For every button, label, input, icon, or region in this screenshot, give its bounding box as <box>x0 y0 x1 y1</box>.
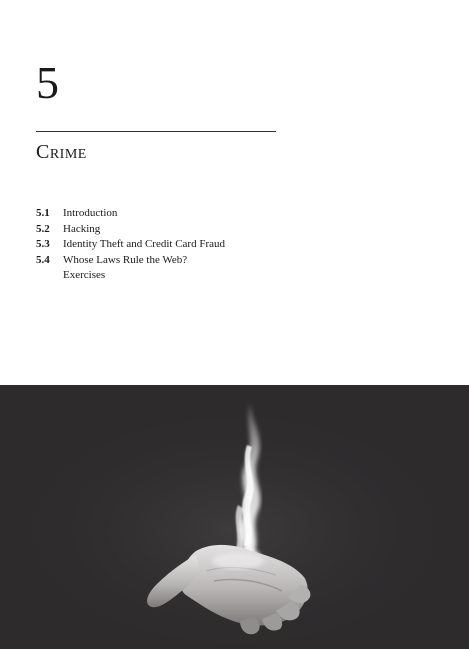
toc-item-number: 5.3 <box>36 238 50 250</box>
toc-item <box>36 206 225 222</box>
chapter-number: 5 <box>36 57 59 108</box>
toc-item-label: Identity Theft and Credit Card Fraud <box>63 238 226 250</box>
chapter-rule <box>36 131 276 132</box>
table-of-contents <box>36 206 225 284</box>
toc-item-number: 5.1 <box>36 207 50 219</box>
toc-item-label: Hacking <box>63 222 101 235</box>
chapter-photo <box>0 385 469 649</box>
toc-item-number: 5.2 <box>36 222 50 235</box>
toc-item <box>36 237 225 253</box>
toc-item-label: Introduction <box>63 207 118 219</box>
toc-item <box>36 253 225 269</box>
toc-item-label: Exercises <box>63 269 106 281</box>
toc-item-number: 5.4 <box>36 253 50 266</box>
toc-item-label: Whose Laws Rule the Web? <box>63 253 188 266</box>
chapter-title: Crime <box>36 141 87 163</box>
toc-item <box>36 222 225 238</box>
toc-item <box>36 268 225 284</box>
hand-smoke-illustration <box>0 385 469 649</box>
